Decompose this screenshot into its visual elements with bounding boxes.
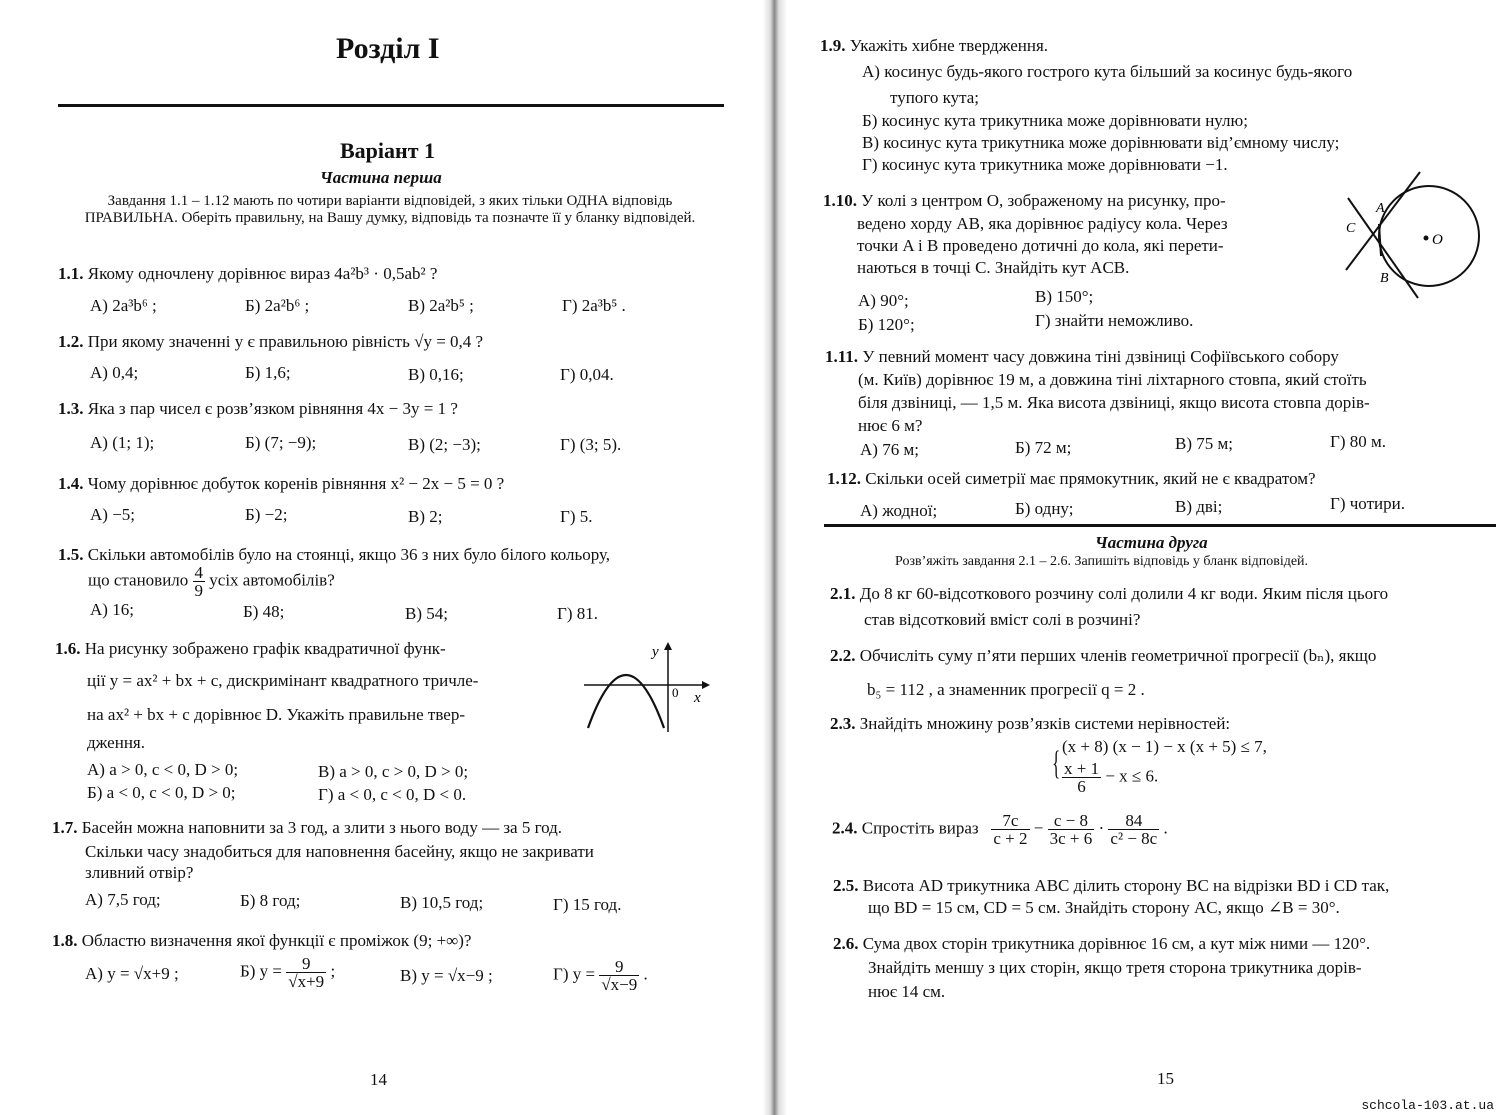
chord-ab: [1379, 224, 1381, 256]
question-text: Знайдіть множину розв’язків системи нерівностей:: [859, 714, 1231, 733]
answer-option[interactable]: В) косинус кута трикутника може дорівнювати від’ємному числу;: [862, 133, 1340, 152]
numerator: 4: [194, 563, 204, 582]
question-text: Скільки осей симетрії має прямокутник, який не є квадратом?: [865, 469, 1316, 488]
question-1-9: [820, 35, 1048, 57]
question-text: Обчисліть суму п’яти перших членів геометричної прогресії (bₙ), якщо: [859, 646, 1377, 665]
part2-intro: Розв’яжіть завдання 2.1 – 2.6. Запишіть відповідь у бланк відповідей.: [895, 554, 1309, 569]
y-axis-arrow: [664, 642, 672, 650]
question-2-1: [830, 583, 1388, 605]
answer-option[interactable]: Г) косинус кута трикутника може дорівнювати −1.: [862, 155, 1228, 174]
question-text: точки A і B проведено дотичні до кола, які перети-: [857, 236, 1224, 255]
answer-option[interactable]: Б) 48;: [243, 602, 285, 621]
fraction: [286, 955, 326, 990]
label-o: O: [1432, 232, 1443, 248]
question-2-4: [832, 812, 1168, 847]
question-text: що BD = 15 см, CD = 5 см. Знайдіть сторону AC, якщо ∠B = 30°.: [868, 898, 1340, 917]
denominator: 9: [194, 581, 204, 600]
question-1-5-line2: [88, 564, 335, 599]
question-text: При якому значенні y є правильною рівність √y = 0,4 ?: [87, 332, 484, 351]
book-gutter: [763, 0, 787, 1115]
answer-option[interactable]: А) y = √x+9 ;: [85, 964, 179, 983]
answer-option[interactable]: В) 10,5 год;: [400, 893, 484, 912]
question-number: 1.1.: [58, 264, 84, 283]
question-text: нює 14 см.: [868, 982, 946, 1001]
system-eq1: (x + 8) (x − 1) − x (x + 5) ≤ 7,: [1062, 737, 1267, 756]
question-2-5: [833, 875, 1389, 897]
question-2-2: [830, 645, 1376, 667]
answer-option[interactable]: А) a > 0, c < 0, D > 0;: [87, 760, 239, 779]
denominator: c² − 8c: [1110, 829, 1158, 848]
answer-option[interactable]: Г) (3; 5).: [560, 435, 622, 454]
question-text: що становило: [88, 570, 189, 590]
answer-option[interactable]: Б) (7; −9);: [245, 433, 317, 452]
question-number: 1.8.: [52, 931, 78, 950]
numerator: x + 1: [1064, 759, 1100, 778]
answer-option[interactable]: Б) 1,6;: [245, 363, 291, 382]
denominator: c + 2: [993, 829, 1028, 848]
answer-option[interactable]: Г) 2a³b⁵ .: [562, 296, 626, 315]
answer-option[interactable]: А) 90°;: [858, 291, 909, 310]
answer-option[interactable]: Б) −2;: [245, 505, 288, 524]
question-text: Спростіть вираз: [861, 818, 979, 838]
question-1-6: [55, 638, 446, 660]
question-number: 2.2.: [830, 646, 856, 665]
label-c: C: [1346, 221, 1356, 236]
answer-option[interactable]: А) 7,5 год;: [85, 890, 161, 909]
question-text: Басейн можна наповнити за 3 год, а злити з нього воду — за 5 год.: [81, 818, 563, 837]
x-label: x: [694, 690, 701, 706]
answer-option[interactable]: А) жодної;: [860, 501, 938, 520]
label-a: A: [1376, 201, 1385, 216]
parabola-curve: [588, 675, 664, 728]
question-text: зливний отвір?: [85, 863, 194, 882]
answer-option[interactable]: А) косинус будь-якого гострого кута більший за косинус будь-якого: [862, 62, 1353, 81]
question-1-7: [52, 817, 562, 839]
fraction: [1048, 812, 1095, 847]
question-text: ції y = ax² + bx + c, дискримінант квадратного тричле-: [87, 671, 479, 690]
watermark: schcola-103.at.ua: [1361, 1098, 1494, 1113]
question-number: 1.7.: [52, 818, 78, 837]
question-number: 1.4.: [58, 474, 84, 493]
answer-option[interactable]: А) 0,4;: [90, 363, 139, 382]
question-1-2: [58, 331, 483, 353]
question-text: Сума двох сторін трикутника дорівнює 16 см, а кут між ними — 120°.: [862, 934, 1371, 953]
question-number: 1.12.: [827, 469, 861, 488]
denominator: √x−9: [601, 975, 638, 994]
question-text: біля дзвіниці, — 1,5 м. Яка висота дзвіниці, якщо висота стовпа дорів-: [858, 393, 1370, 412]
question-text: (м. Київ) дорівнює 19 м, а довжина тіні ліхтарного стовпа, який стоїть: [858, 370, 1367, 389]
answer-option[interactable]: Г) a < 0, c < 0, D < 0.: [318, 785, 467, 804]
question-number: 1.9.: [820, 36, 846, 55]
numerator: 84: [1108, 812, 1159, 830]
page-number: 14: [370, 1070, 387, 1089]
answer-option[interactable]: Г) 80 м.: [1330, 432, 1386, 451]
answer-option[interactable]: В) 150°;: [1035, 287, 1094, 306]
question-1-12: [827, 468, 1316, 490]
question-1-4: [58, 473, 504, 495]
answer-option[interactable]: В) 2a²b⁵ ;: [408, 296, 474, 315]
circle: [1379, 186, 1479, 286]
question-2-3: [830, 713, 1230, 735]
answer-option[interactable]: Б) 120°;: [858, 315, 915, 334]
y-label: y: [652, 644, 659, 660]
answer-option[interactable]: А) (1; 1);: [90, 433, 155, 452]
answer-option[interactable]: В) 2;: [408, 507, 443, 526]
question-text: У колі з центром O, зображеному на рисунку, про-: [861, 191, 1226, 210]
answer-option-b[interactable]: [240, 955, 335, 990]
option-text: ;: [330, 961, 336, 981]
question-text: на ax² + bx + c дорівнює D. Укажіть правильне твер-: [87, 705, 465, 724]
question-text: Знайдіть меншу з цих сторін, якщо третя сторона трикутника дорів-: [868, 958, 1362, 977]
part2-title: Частина друга: [1095, 533, 1208, 552]
question-number: 1.3.: [58, 399, 84, 418]
system-eq2: [1062, 760, 1158, 795]
answer-option[interactable]: Г) 15 год.: [553, 895, 622, 914]
question-number: 1.10.: [823, 191, 857, 210]
section-title: Розділ І: [336, 32, 440, 65]
question-text: Якому одночлену дорівнює вираз 4a²b³ · 0,5ab² ?: [87, 264, 438, 283]
question-number: 1.2.: [58, 332, 84, 351]
label-b: B: [1380, 271, 1389, 286]
question-1-8: [52, 930, 471, 952]
part2-divider: [824, 524, 1496, 527]
question-text: Яка з пар чисел є розв’язком рівняння 4x − 3y = 1 ?: [87, 399, 458, 418]
question-number: 2.5.: [833, 876, 859, 895]
question-1-1: [58, 263, 437, 285]
answer-option[interactable]: В) 75 м;: [1175, 434, 1233, 453]
question-text: Областю визначення якої функції є проміжок (9; +∞)?: [81, 931, 472, 950]
numerator: c − 8: [1048, 812, 1095, 830]
question-text: наються в точці C. Знайдіть кут ACB.: [857, 258, 1130, 277]
answer-option-continued: тупого кута;: [890, 88, 980, 107]
answer-option[interactable]: Б) 8 год;: [240, 891, 301, 910]
page-number: 15: [1157, 1069, 1174, 1088]
inequality-text: − x ≤ 6.: [1105, 766, 1159, 786]
numerator: 9: [286, 955, 326, 973]
question-text: став відсотковий вміст солі в розчині?: [864, 610, 1141, 629]
answer-option[interactable]: В) a > 0, c > 0, D > 0;: [318, 762, 469, 781]
question-text: Скільки автомобілів було на стоянці, якщо 36 з них було білого кольору,: [87, 545, 611, 564]
question-text: усіх автомобілів?: [209, 570, 335, 590]
question-text: нює 6 м?: [858, 416, 923, 435]
fraction: [193, 564, 206, 599]
answer-option[interactable]: Б) косинус кута трикутника може дорівнювати нулю;: [862, 111, 1248, 130]
section-divider: [58, 104, 724, 107]
answer-option[interactable]: Г) знайти неможливо.: [1035, 311, 1194, 330]
answer-option[interactable]: А) −5;: [90, 505, 135, 524]
question-2-6: [833, 933, 1370, 955]
question-text: Висота AD трикутника ABC ділить сторону BC на відрізки BD і CD так,: [862, 876, 1390, 895]
question-number: 1.11.: [825, 347, 859, 366]
fraction: [991, 812, 1029, 847]
question-number: 1.5.: [58, 545, 84, 564]
answer-option[interactable]: Б) 2a²b⁶ ;: [245, 296, 310, 315]
numerator: 9: [599, 958, 639, 976]
question-text: Скільки часу знадобиться для наповнення басейну, якщо не закривати: [85, 842, 594, 861]
question-text: Укажіть хибне твердження.: [849, 36, 1049, 55]
answer-option[interactable]: В) 0,16;: [408, 365, 464, 384]
answer-option[interactable]: Б) 72 м;: [1015, 438, 1072, 457]
denominator: √x+9: [288, 972, 325, 991]
answer-option[interactable]: А) 2a³b⁶ ;: [90, 296, 157, 315]
fraction: [599, 958, 639, 993]
answer-option[interactable]: Б) одну;: [1015, 499, 1074, 518]
fraction: [1108, 812, 1159, 847]
question-text: b₅ = 112 , а знаменник прогресії q = 2 .: [867, 680, 1145, 699]
option-text: Б) y =: [240, 961, 283, 981]
part1-title: Частина перша: [320, 168, 442, 187]
answer-option[interactable]: Г) 81.: [557, 604, 598, 623]
answer-option[interactable]: Г) 5.: [560, 507, 593, 526]
question-number: 2.1.: [830, 584, 856, 603]
option-text: Г) y =: [553, 964, 596, 984]
center-point: [1424, 236, 1429, 241]
right-page: [790, 0, 1500, 1115]
circle-tangents-figure: [1338, 168, 1484, 303]
answer-option[interactable]: Б) a < 0, c < 0, D > 0;: [87, 783, 236, 802]
operator: ·: [1098, 818, 1105, 838]
answer-option[interactable]: В) 54;: [405, 604, 448, 623]
denominator: 6: [1077, 777, 1086, 796]
question-text: дження.: [87, 733, 145, 752]
question-number: 1.6.: [55, 639, 81, 658]
answer-option[interactable]: А) 76 м;: [860, 440, 919, 459]
numerator: 7c: [991, 812, 1029, 830]
answer-option[interactable]: Г) чотири.: [1330, 494, 1405, 513]
answer-option[interactable]: Г) 0,04.: [560, 365, 614, 384]
answer-option[interactable]: В) (2; −3);: [408, 435, 481, 454]
system-brace: {: [1052, 745, 1061, 782]
answer-option[interactable]: В) y = √x−9 ;: [400, 966, 493, 985]
x-axis-arrow: [702, 681, 710, 689]
operator: −: [1033, 818, 1044, 838]
variant-title: Варіант 1: [340, 138, 436, 163]
question-1-5: [58, 544, 610, 566]
denominator: 3c + 6: [1049, 829, 1093, 848]
origin-label: 0: [672, 685, 679, 700]
question-1-11: [825, 346, 1339, 368]
fraction: [1062, 760, 1101, 795]
question-text: Чому дорівнює добуток коренів рівняння x² − 2x − 5 = 0 ?: [87, 474, 505, 493]
answer-option[interactable]: А) 16;: [90, 600, 134, 619]
answer-option[interactable]: В) дві;: [1175, 497, 1223, 516]
question-text: На рисунку зображено графік квадратичної функ-: [84, 639, 446, 658]
parabola-graph: [584, 640, 714, 735]
question-number: 2.3.: [830, 714, 856, 733]
part1-intro: Завдання 1.1 – 1.12 мають по чотири варіанти відповідей, з яких тільки ОДНА відповідь ПРАВИЛЬНА. Оберіть правильну, на Вашу думку, відповідь та позначте її у бланку відповідей.: [84, 193, 696, 226]
option-text: .: [643, 964, 648, 984]
question-text: ведено хорду AB, яка дорівнює радіусу кола. Через: [857, 214, 1228, 233]
question-text: У певний момент часу довжина тіні дзвіниці Софіївського собору: [862, 347, 1339, 366]
question-number: 2.6.: [833, 934, 859, 953]
question-number: 2.4.: [832, 818, 858, 838]
operator: .: [1163, 818, 1168, 838]
question-text: До 8 кг 60-відсоткового розчину солі долили 4 кг води. Яким після цього: [859, 584, 1389, 603]
question-1-3: [58, 398, 458, 420]
question-1-10: [823, 190, 1226, 212]
answer-option-d[interactable]: [553, 958, 648, 993]
